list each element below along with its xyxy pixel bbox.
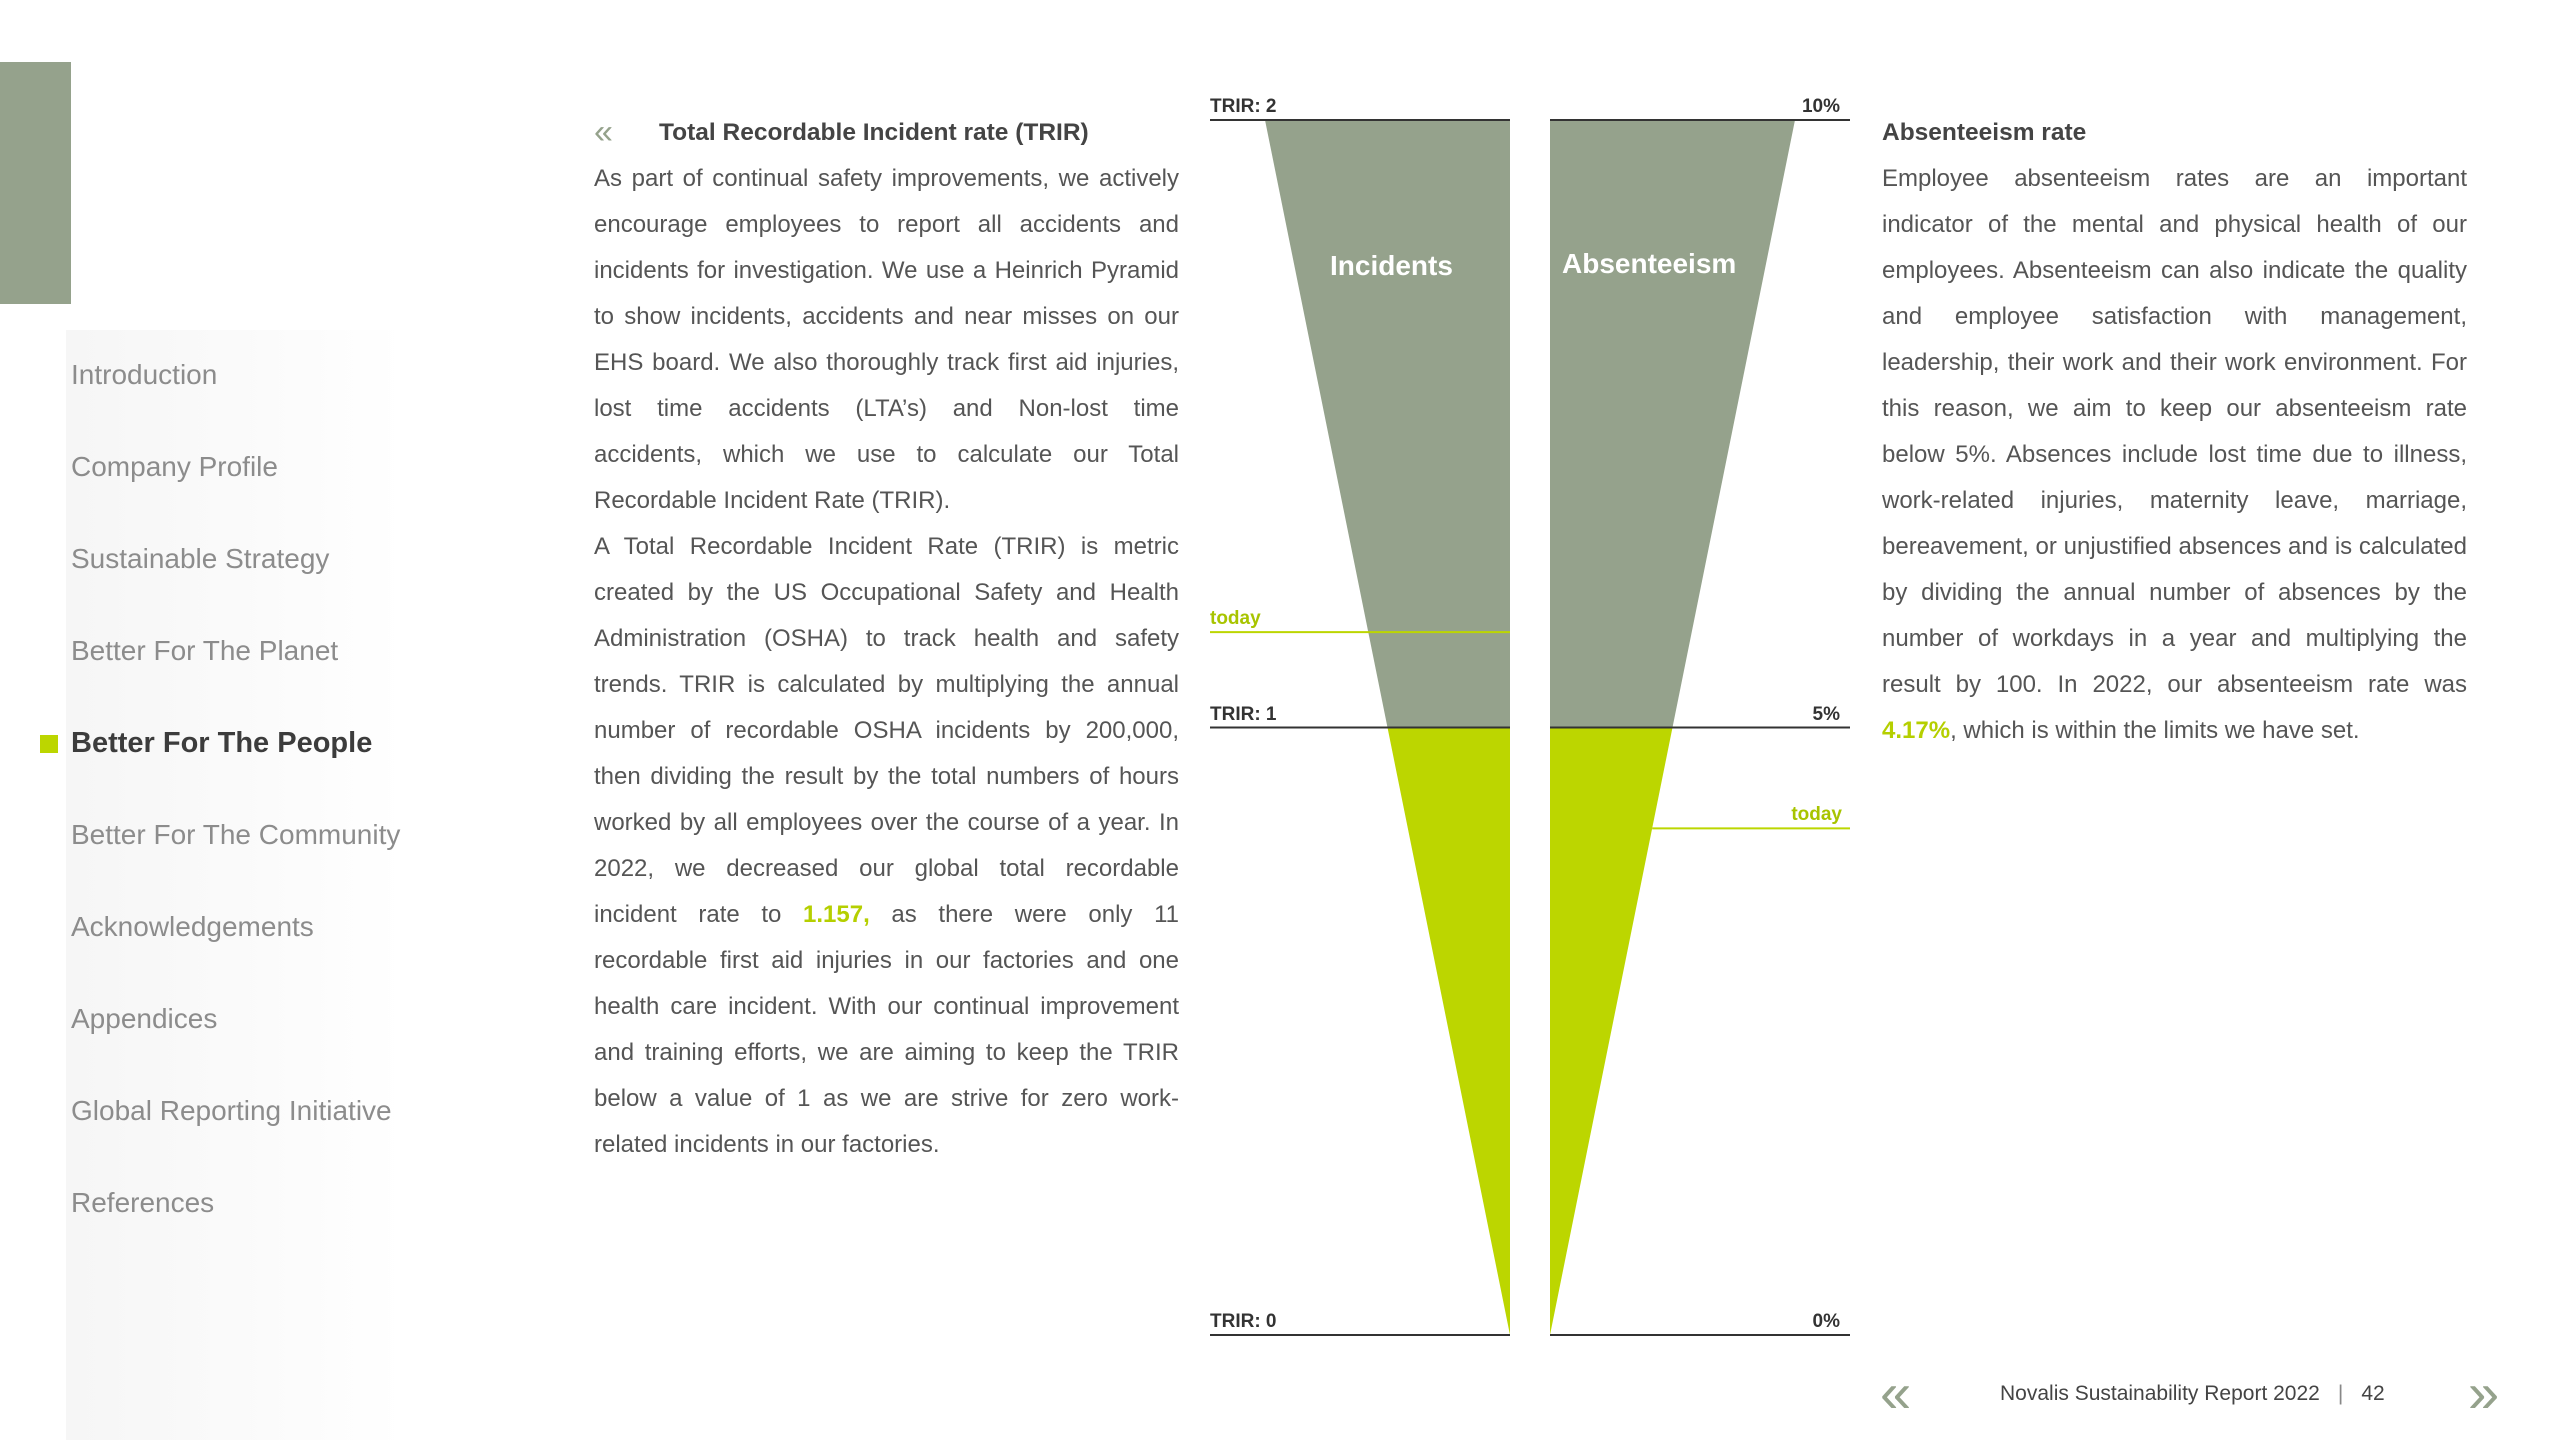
nav-item-introduction[interactable]: Introduction bbox=[71, 359, 218, 390]
trir-mid-label: TRIR: 1 bbox=[1210, 703, 1277, 725]
footer-separator: | bbox=[2337, 1382, 2344, 1405]
absenteeism-lower-segment bbox=[1550, 728, 1673, 1336]
sidebar-background bbox=[66, 330, 404, 1440]
trir-paragraph-2-text: A Total Recordable Incident Rate (TRIR) is metric created by the US Occupational Safety and Health Administration (OSHA) to track health and safety trends. TRIR is calculated by multiplying the annual number of recordable OSHA incidents by 200,000, then dividing the result by the total numbers of hours worked by all employees over the course of a year. In 2022, we decreased our global total recordable incident rate to bbox=[594, 533, 1179, 928]
funnel-svg bbox=[1210, 90, 1850, 1350]
incidents-lower-segment bbox=[1388, 728, 1511, 1336]
accent-bar bbox=[0, 62, 71, 304]
trir-top-label: TRIR: 2 bbox=[1210, 96, 1277, 117]
absenteeism-section bbox=[1882, 110, 2467, 754]
trir-bottom-label: TRIR: 0 bbox=[1210, 1311, 1277, 1332]
absenteeism-upper-segment bbox=[1550, 120, 1795, 728]
absenteeism-paragraph-text-end: , which is within the limits we have set. bbox=[1950, 717, 2360, 744]
trir-section bbox=[594, 110, 1179, 1168]
next-page-icon[interactable]: » bbox=[2468, 1361, 2500, 1424]
trir-title: Total Recordable Incident rate (TRIR) bbox=[659, 119, 1089, 146]
nav-item-global-reporting-initiative[interactable]: Global Reporting Initiative bbox=[71, 1095, 392, 1126]
nav-item-references[interactable]: References bbox=[71, 1187, 215, 1218]
nav-item-better-for-the-community[interactable]: Better For The Community bbox=[71, 819, 401, 850]
funnel-graphic bbox=[1210, 90, 1850, 1350]
abs-bottom-label: 0% bbox=[1812, 1311, 1840, 1332]
incidents-upper-segment bbox=[1265, 120, 1510, 728]
nav-item-acknowledgements[interactable]: Acknowledgements bbox=[71, 911, 314, 942]
absenteeism-paragraph-text: Employee absenteeism rates are an important indicator of the mental and physical health of our employees. Absenteeism can also indicate the quality and employee satisfaction with management, leadership, their work and their work environment. For this reason, we aim to keep our absenteeism rate below 5%. Absences include lost time due to illness, work-related injuries, maternity leave, marriage, bereavement, or unjustified absences and is calculated by dividing the annual number of absences by the number of workdays in a year and multiplying the result by 100. In 2022, our absenteeism rate was bbox=[1882, 165, 2467, 698]
trir-paragraph-2-text-end: as there were only 11 recordable first aid injuries in our factories and one health care incident. With our continual improvement and training efforts, we are aiming to keep the TRIR below a value of 1 as we are strive for zero work-related incidents in our factories. bbox=[594, 901, 1179, 1158]
absenteeism-value-highlight: 4.17% bbox=[1882, 717, 1951, 744]
incidents-today-label: today bbox=[1210, 608, 1261, 630]
abs-mid-label: 5% bbox=[1812, 703, 1840, 725]
incidents-label: Incidents bbox=[1330, 250, 1453, 281]
abs-top-label: 10% bbox=[1801, 96, 1840, 117]
active-bullet-icon bbox=[40, 735, 58, 753]
absenteeism-today-label: today bbox=[1791, 804, 1842, 826]
report-title: Novalis Sustainability Report 2022 bbox=[2000, 1382, 2320, 1405]
trir-paragraph-1: As part of continual safety improvements, we actively encourage employees to report all accidents and incidents for investigation. We use a Heinrich Pyramid to show incidents, accidents and near misses on our EHS board. We also thoroughly track first aid injuries, lost time accidents (LTA’s) and Non-lost time accidents, which we use to calculate our Total Recordable Incident Rate (TRIR). bbox=[594, 165, 1179, 514]
nav-item-better-for-the-people[interactable] bbox=[71, 723, 372, 763]
page-number: 42 bbox=[2361, 1382, 2385, 1405]
absenteeism-paragraph bbox=[1882, 156, 2467, 754]
trir-value-highlight: 1.157, bbox=[803, 901, 870, 928]
nav-item-appendices[interactable]: Appendices bbox=[71, 1003, 218, 1034]
absenteeism-label: Absenteeism bbox=[1562, 248, 1737, 279]
trir-paragraph-2 bbox=[594, 524, 1179, 1168]
absenteeism-title: Absenteeism rate bbox=[1882, 119, 2087, 146]
nav-item-better-for-the-planet[interactable]: Better For The Planet bbox=[71, 635, 339, 666]
back-chevron-icon[interactable]: « bbox=[594, 113, 613, 151]
footer bbox=[2000, 1382, 2385, 1406]
nav-item-company-profile[interactable]: Company Profile bbox=[71, 451, 278, 482]
previous-page-icon[interactable]: « bbox=[1880, 1361, 1912, 1424]
nav-item-sustainable-strategy[interactable]: Sustainable Strategy bbox=[71, 543, 330, 574]
nav-item-label: Better For The People bbox=[71, 727, 373, 759]
